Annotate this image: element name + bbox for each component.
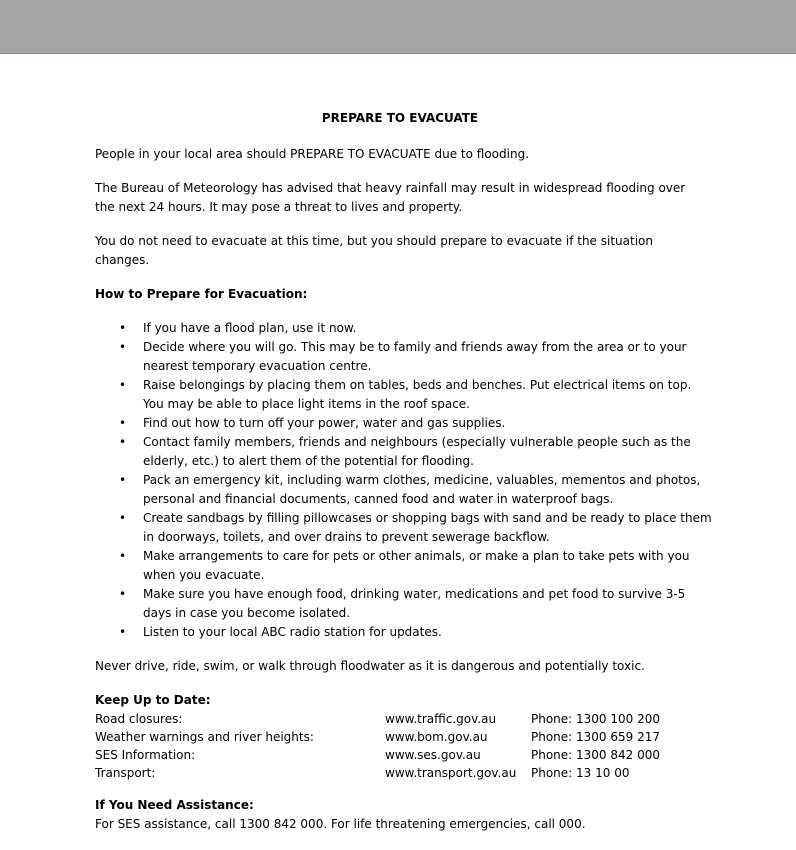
floodwater-warning: Never drive, ride, swim, or walk through floodwater as it is dangerous and potentially toxic. [95,659,645,673]
contact-label: Transport: [95,766,156,780]
list-item [95,585,715,623]
contact-phone: Phone: 1300 100 200 [531,712,661,726]
contact-phone: Phone: 1300 842 000 [531,748,661,762]
contact-label: Weather warnings and river heights: [95,730,314,744]
preparation-list [95,319,715,642]
list-item [95,433,715,471]
list-item-text: Listen to your local ABC radio station for updates. [143,625,442,639]
contact-row [95,710,735,728]
bullet-icon: • [119,473,127,487]
list-item-text: Decide where you will go. This may be to family and friends away from the area or to your nearest temporary evacuation centre. [143,340,687,373]
list-item-text: Make arrangements to care for pets or other animals, or make a plan to take pets with you when you evacuate. [143,549,690,582]
document-page [0,54,796,850]
contact-phone: Phone: 1300 659 217 [531,730,661,744]
evacuation-status-paragraph: You do not need to evacuate at this time, but you should prepare to evacuate if the situation changes. [95,234,653,267]
list-item-text: Create sandbags by filling pillowcases or shopping bags with sand and be ready to place them in doorways, toilets, and over drains to prevent sewerage backflow. [143,511,712,544]
contact-row [95,764,735,782]
list-item [95,623,715,642]
assistance-text: For SES assistance, call 1300 842 000. For life threatening emergencies, call 000. [95,817,586,831]
how-to-prepare-heading: How to Prepare for Evacuation: [95,287,308,301]
bullet-icon: • [119,321,127,335]
contact-phone: Phone: 13 10 00 [531,766,630,780]
list-item-text: If you have a flood plan, use it now. [143,321,357,335]
assistance-heading: If You Need Assistance: [95,798,254,812]
list-item [95,414,715,433]
contacts-table [95,710,735,782]
contact-row [95,746,735,764]
document-title: PREPARE TO EVACUATE [321,111,479,125]
bom-advice-paragraph: The Bureau of Meteorology has advised that heavy rainfall may result in widespread flooding over the next 24 hours. It may pose a threat to lives and property. [95,181,686,214]
bullet-icon: • [119,511,127,525]
list-item-text: Find out how to turn off your power, water and gas supplies. [143,416,506,430]
bullet-icon: • [119,435,127,449]
contact-url: www.bom.gov.au [385,730,488,744]
bullet-icon: • [119,587,127,601]
intro-paragraph: People in your local area should PREPARE TO EVACUATE due to flooding. [95,147,530,161]
bullet-icon: • [119,340,127,354]
list-item [95,547,715,585]
list-item [95,471,715,509]
list-item-text: Pack an emergency kit, including warm clothes, medicine, valuables, mementos and photos, personal and financial documents, canned food and water in waterproof bags. [143,473,701,506]
contact-url: www.ses.gov.au [385,748,481,762]
document-viewer-toolbar-area [0,0,796,54]
keep-up-to-date-heading: Keep Up to Date: [95,693,211,707]
list-item [95,338,715,376]
contact-label: SES Information: [95,748,196,762]
list-item-text: Contact family members, friends and neighbours (especially vulnerable people such as the elderly, etc.) to alert them of the potential for flooding. [143,435,691,468]
document-content [95,109,735,834]
list-item [95,376,715,414]
contact-url: www.transport.gov.au [385,766,517,780]
bullet-icon: • [119,549,127,563]
bullet-icon: • [119,378,127,392]
list-item [95,319,715,338]
bullet-icon: • [119,416,127,430]
contact-row [95,728,735,746]
list-item [95,509,715,547]
bullet-icon: • [119,625,127,639]
list-item-text: Make sure you have enough food, drinking water, medications and pet food to survive 3-5 days in case you become isolated. [143,587,686,620]
contact-url: www.traffic.gov.au [385,712,497,726]
list-item-text: Raise belongings by placing them on tables, beds and benches. Put electrical items on top. You may be able to place light items in the roof space. [143,378,692,411]
contact-label: Road closures: [95,712,183,726]
